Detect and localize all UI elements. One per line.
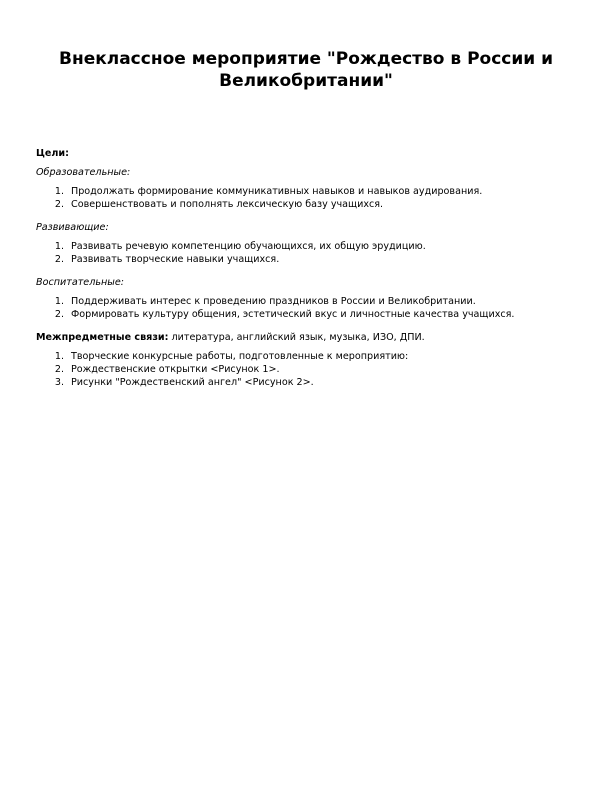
developing-goals-list [36, 240, 576, 266]
section-heading-upbringing: Воспитательные: [36, 277, 124, 288]
links-text: литература, английский язык, музыка, ИЗО, ДПИ. [168, 332, 425, 343]
page-title: Внеклассное мероприятие "Рождество в России и Великобритании" [58, 49, 554, 91]
list-item: 1. Творческие конкурсные работы, подготовленные к мероприятию: [54, 351, 409, 362]
list-item: 2. Развивать творческие навыки учащихся. [54, 254, 280, 265]
section-heading-developing: Развивающие: [36, 222, 109, 233]
links-label: Межпредметные связи: [36, 332, 169, 343]
materials-list [36, 350, 576, 389]
section-heading-educational: Образовательные: [36, 167, 131, 178]
list-item: 2. Формировать культуру общения, эстетический вкус и личностные качества учащихся. [54, 309, 515, 320]
list-item: 2. Совершенствовать и пополнять лексическую базу учащихся. [54, 199, 384, 210]
list-item: 2. Рождественские открытки <Рисунок 1>. [54, 364, 280, 375]
list-item: 1. Поддерживать интерес к проведению праздников в России и Великобритании. [54, 296, 476, 307]
interdisciplinary-links [36, 331, 576, 344]
upbringing-goals-list [36, 295, 576, 321]
list-item: 3. Рисунки "Рождественский ангел" <Рисунок 2>. [54, 377, 314, 388]
goals-label: Цели: [36, 148, 69, 159]
document-body [36, 147, 576, 389]
list-item: 1. Продолжать формирование коммуникативных навыков и навыков аудирования. [54, 186, 483, 197]
list-item: 1. Развивать речевую компетенцию обучающихся, их общую эрудицию. [54, 241, 426, 252]
educational-goals-list [36, 185, 576, 211]
